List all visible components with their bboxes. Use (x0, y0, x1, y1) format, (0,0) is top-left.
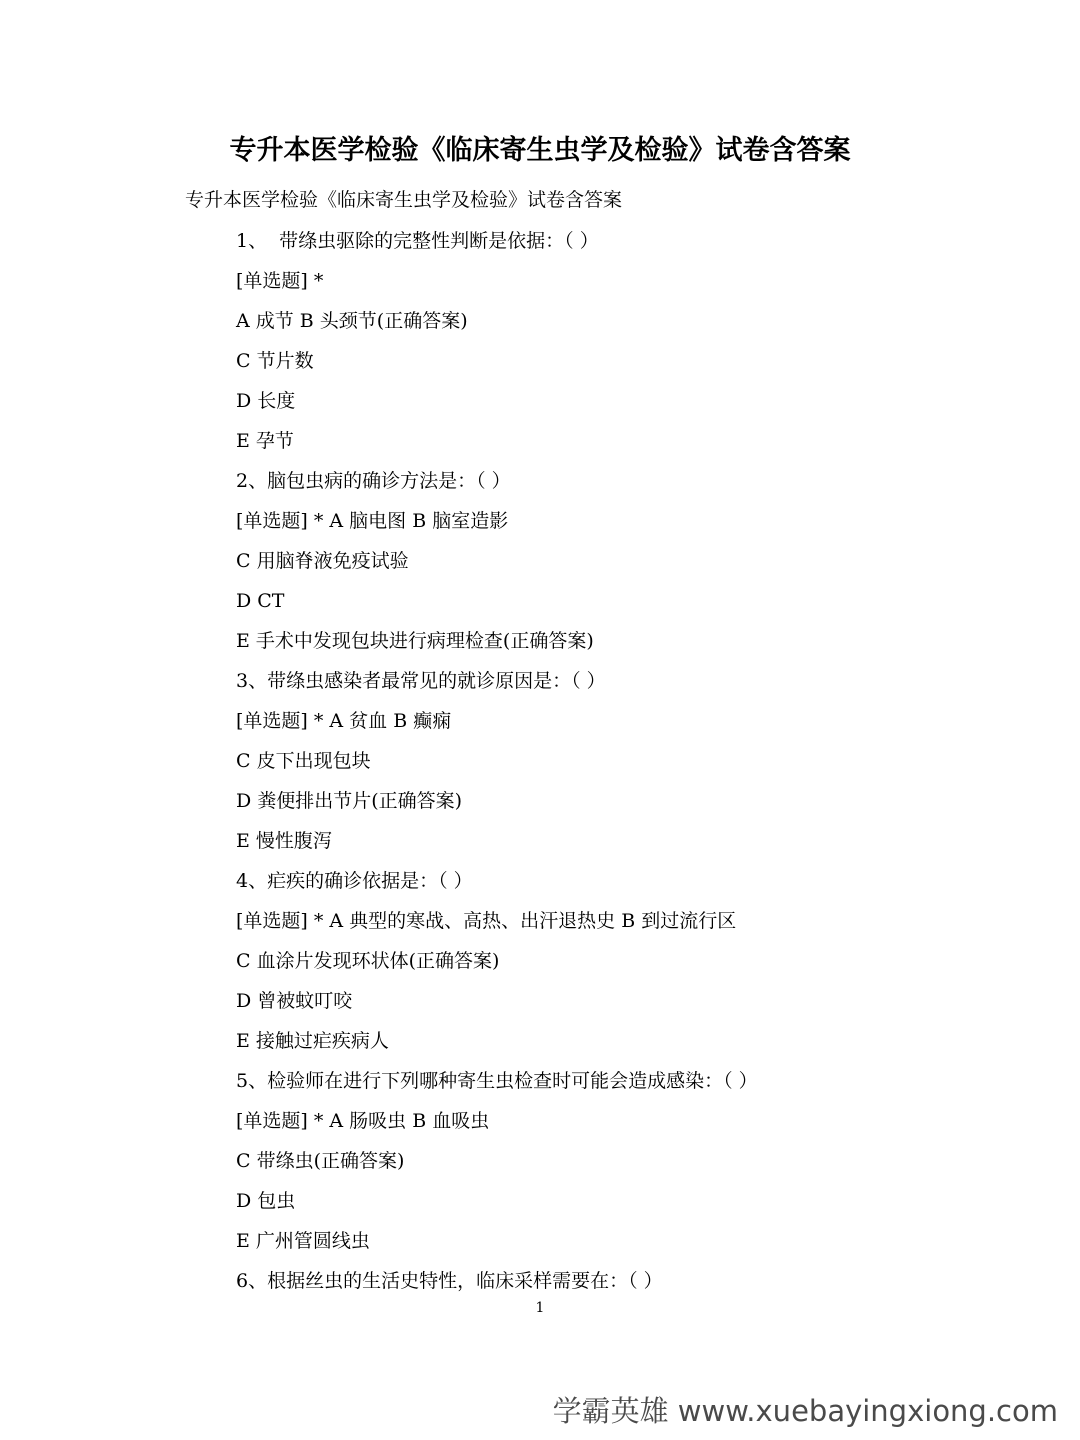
question-line: 6、根据丝虫的生活史特性，临床采样需要在：（ ） (236, 1270, 663, 1292)
question-line: E 手术中发现包块进行病理检查(正确答案) (236, 630, 594, 652)
question-line: [单选题] * A 贫血 B 癫痫 (236, 710, 452, 732)
question-line: C 节片数 (236, 350, 314, 372)
question-line: E 孕节 (236, 430, 294, 452)
question-line: C 血涂片发现环状体(正确答案) (236, 950, 500, 972)
question-line: E 慢性腹泻 (236, 830, 332, 852)
question-line: A 成节 B 头颈节(正确答案) (236, 310, 468, 332)
question-line: [单选题] * A 脑电图 B 脑室造影 (236, 510, 509, 532)
question-list (236, 226, 758, 1306)
question-line: D 粪便排出节片(正确答案) (236, 790, 463, 812)
site-watermark: 学霸英雄 www.xuebayingxiong.com (552, 1394, 1058, 1428)
question-line: 4、疟疾的确诊依据是：（ ） (236, 870, 473, 892)
question-line: E 接触过疟疾病人 (236, 1030, 389, 1052)
question-line: D CT (236, 590, 285, 612)
question-line: C 带绦虫(正确答案) (236, 1150, 405, 1172)
question-line: C 皮下出现包块 (236, 750, 371, 772)
question-line: 5、检验师在进行下列哪种寄生虫检查时可能会造成感染：（ ） (236, 1070, 758, 1092)
question-line: 3、带绦虫感染者最常见的就诊原因是：（ ） (236, 670, 606, 692)
question-line: D 曾被蚊叮咬 (236, 990, 353, 1012)
question-line: [单选题] * (236, 270, 324, 292)
question-line: C 用脑脊液免疫试验 (236, 550, 409, 572)
question-line: [单选题] * A 肠吸虫 B 血吸虫 (236, 1110, 490, 1132)
question-line: [单选题] * A 典型的寒战、高热、出汗退热史 B 到过流行区 (236, 910, 737, 932)
question-line: E 广州管圆线虫 (236, 1230, 370, 1252)
page-number: 1 (535, 1300, 545, 1316)
document-subtitle: 专升本医学检验《临床寄生虫学及检验》试卷含答案 (185, 189, 623, 211)
document-title: 专升本医学检验《临床寄生虫学及检验》试卷含答案 (229, 135, 851, 166)
question-line: D 长度 (236, 390, 296, 412)
question-line: 2、脑包虫病的确诊方法是：（ ） (236, 470, 511, 492)
question-line: D 包虫 (236, 1190, 296, 1212)
question-line: 1、 带绦虫驱除的完整性判断是依据：（ ） (236, 230, 599, 252)
